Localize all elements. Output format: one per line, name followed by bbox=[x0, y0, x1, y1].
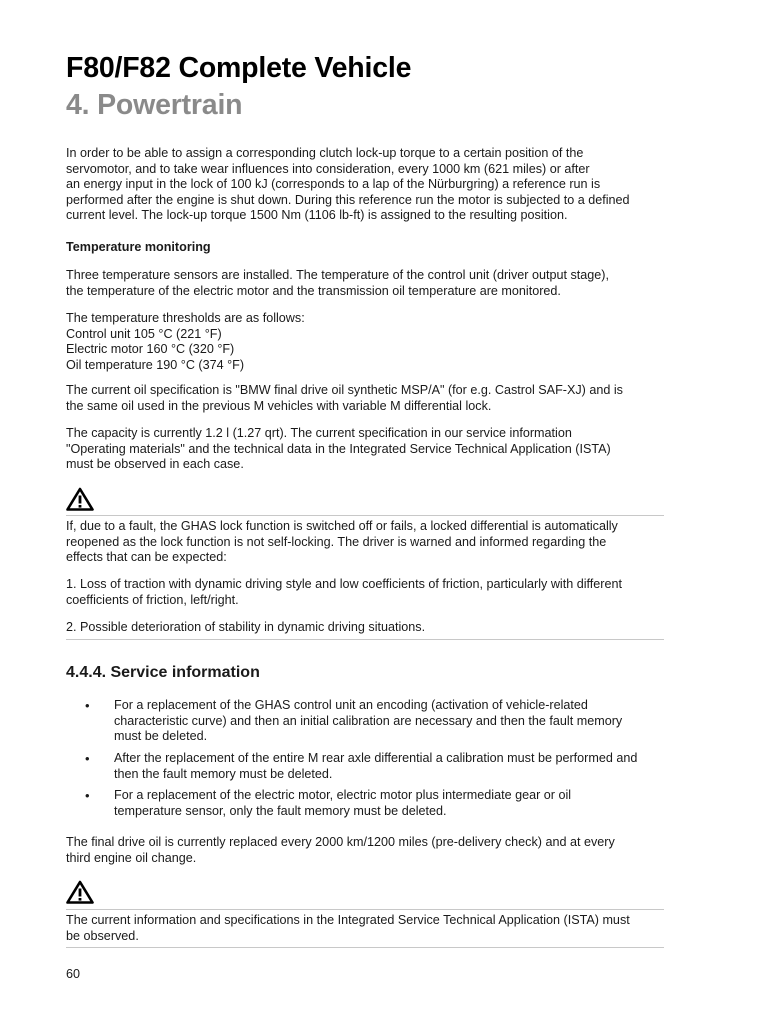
text-line: third engine oil change. bbox=[66, 850, 197, 865]
list-item bbox=[114, 751, 666, 782]
page-title: F80/F82 Complete Vehicle bbox=[66, 52, 412, 84]
temperature-sensors-paragraph bbox=[66, 268, 664, 299]
text-line: The final drive oil is currently replaced every 2000 km/1200 miles (pre-delivery check) and at every bbox=[66, 835, 615, 849]
text-line: temperature sensor, only the fault memory must be deleted. bbox=[114, 803, 447, 818]
text-line: must be deleted. bbox=[114, 729, 208, 743]
text-line: servomotor, and to take wear influences into consideration, every 1000 km (621 miles) or after bbox=[66, 161, 590, 176]
text-line: For a replacement of the electric motor, electric motor plus intermediate gear or oil bbox=[114, 788, 572, 802]
text-line: After the replacement of the entire M rear axle differential a calibration must be performed and bbox=[114, 751, 638, 765]
text-line: In order to be able to assign a corresponding clutch lock-up torque to a certain position of the bbox=[66, 146, 584, 160]
intro-paragraph bbox=[66, 146, 664, 224]
text-line: the temperature of the electric motor and the transmission oil temperature are monitored. bbox=[66, 283, 561, 298]
text-line: then the fault memory must be deleted. bbox=[114, 766, 333, 781]
text-line: coefficients of friction, left/right. bbox=[66, 592, 239, 607]
text-line: Control unit 105 °C (221 °F) bbox=[66, 326, 222, 341]
text-line: For a replacement of the GHAS control unit an encoding (activation of vehicle-related bbox=[114, 698, 588, 712]
chapter-title: 4. Powertrain bbox=[66, 89, 243, 121]
bullet-marker: • bbox=[85, 698, 90, 713]
text-line: The temperature thresholds are as follows: bbox=[66, 311, 305, 325]
warning-triangle-icon bbox=[66, 487, 94, 511]
text-line: current level. The lock-up torque 1500 Nm (1106 lb-ft) is assigned to the resulting position. bbox=[66, 208, 568, 222]
warning-ista-paragraph bbox=[66, 913, 664, 944]
service-information-heading: 4.4.4. Service information bbox=[66, 664, 260, 681]
text-line: characteristic curve) and then an initial calibration are necessary and then the fault memory bbox=[114, 713, 623, 728]
warning-intro-paragraph bbox=[66, 519, 664, 566]
text-line: The current information and specifications in the Integrated Service Technical Application (ISTA) must bbox=[66, 913, 630, 927]
text-line: performed after the engine is shut down. During this reference run the motor is subjected to a defined bbox=[66, 192, 630, 207]
warning-item-1 bbox=[66, 577, 664, 608]
text-line: an energy input in the lock of 100 kJ (corresponds to a lap of the Nürburgring) a reference run is bbox=[66, 177, 601, 191]
text-line: 2. Possible deterioration of stability in dynamic driving situations. bbox=[66, 620, 426, 634]
list-item bbox=[114, 698, 666, 745]
text-line: If, due to a fault, the GHAS lock function is switched off or fails, a locked differential is automatically bbox=[66, 519, 618, 533]
text-line: Three temperature sensors are installed. The temperature of the control unit (driver output stage), bbox=[66, 268, 609, 282]
divider bbox=[66, 947, 664, 948]
bullet-marker: • bbox=[85, 751, 90, 766]
text-line: "Operating materials" and the technical data in the Integrated Service Technical Application (ISTA) bbox=[66, 441, 611, 456]
text-line: The capacity is currently 1.2 l (1.27 qrt). The current specification in our service information bbox=[66, 426, 572, 440]
text-line: Electric motor 160 °C (320 °F) bbox=[66, 342, 235, 356]
text-line: Oil temperature 190 °C (374 °F) bbox=[66, 357, 245, 372]
text-line: effects that can be expected: bbox=[66, 550, 227, 564]
capacity-paragraph bbox=[66, 426, 664, 473]
text-line: reopened as the lock function is not self-locking. The driver is warned and informed regarding the bbox=[66, 534, 607, 549]
final-drive-paragraph bbox=[66, 835, 664, 866]
divider bbox=[66, 515, 664, 516]
text-line: The current oil specification is "BMW final drive oil synthetic MSP/A" (for e.g. Castrol SAF-XJ) and is bbox=[66, 383, 623, 397]
divider bbox=[66, 639, 664, 640]
bullet-marker: • bbox=[85, 788, 90, 803]
text-line: 1. Loss of traction with dynamic driving style and low coefficients of friction, particularly with different bbox=[66, 577, 623, 591]
thresholds-paragraph bbox=[66, 311, 664, 373]
warning-item-2 bbox=[66, 620, 664, 636]
page-number: 60 bbox=[66, 967, 81, 981]
text-line: the same oil used in the previous M vehicles with variable M differential lock. bbox=[66, 398, 492, 413]
text-line: must be observed in each case. bbox=[66, 457, 244, 471]
text-line: be observed. bbox=[66, 928, 139, 943]
warning-triangle-icon bbox=[66, 880, 94, 904]
divider bbox=[66, 909, 664, 910]
temperature-monitoring-heading: Temperature monitoring bbox=[66, 240, 211, 254]
oil-spec-paragraph bbox=[66, 383, 664, 414]
list-item bbox=[114, 788, 666, 819]
